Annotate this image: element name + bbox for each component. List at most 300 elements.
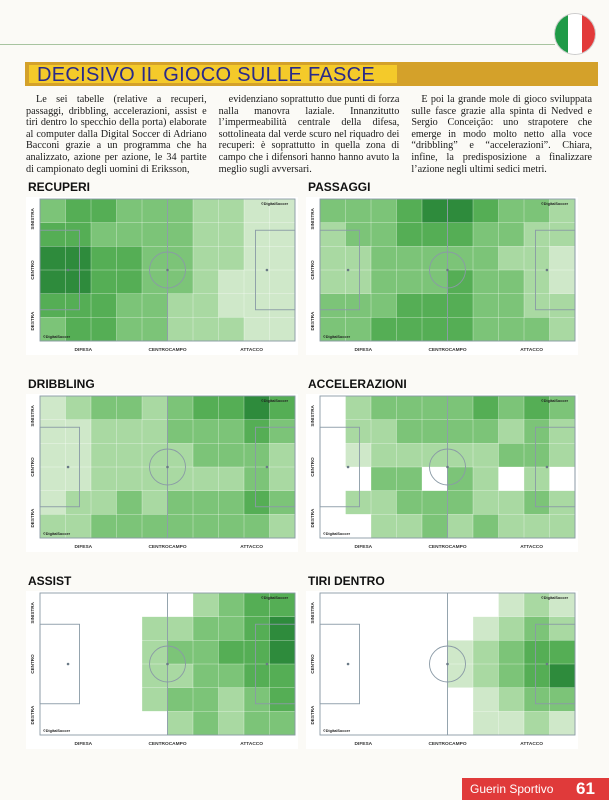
heatmap-cell <box>219 246 245 270</box>
heatmap-cell <box>499 711 525 735</box>
heatmap-cell <box>91 491 117 515</box>
heatmap-cell <box>397 223 423 247</box>
zone-label-attack: ATTACCO <box>240 742 264 747</box>
heatmap-cell <box>346 688 372 712</box>
heatmap-cell <box>448 317 474 341</box>
credit-bottom: ©DigitalSoccer <box>43 729 71 733</box>
heatmap-cell <box>142 593 168 617</box>
heatmap-cell <box>473 199 499 223</box>
heatmap-cell <box>66 396 92 420</box>
zone-label-attack: ATTACCO <box>520 348 544 353</box>
heatmap-cell <box>219 664 245 688</box>
heatmap-cell <box>550 467 576 491</box>
heatmap-cell <box>117 688 143 712</box>
credit-bottom: ©DigitalSoccer <box>323 335 351 339</box>
heatmap-cell <box>422 467 448 491</box>
heatmap-cell <box>66 246 92 270</box>
heatmap-cell <box>91 420 117 444</box>
heatmap-cell <box>193 491 219 515</box>
heatmap-cell <box>193 317 219 341</box>
heatmap-cell <box>499 246 525 270</box>
heatmap-cell <box>168 396 194 420</box>
heatmap-cell <box>168 514 194 538</box>
heatmap-cell <box>320 420 346 444</box>
zone-label-defense: DIFESA <box>74 545 93 550</box>
heatmap-cell <box>142 223 168 247</box>
heatmap-cell <box>448 199 474 223</box>
heatmap-cell <box>193 420 219 444</box>
center-spot <box>166 663 169 666</box>
heatmap-cell <box>550 640 576 664</box>
heatmap-cell <box>142 443 168 467</box>
heatmap-cell <box>219 640 245 664</box>
heatmap-cell <box>422 420 448 444</box>
heatmap-cell <box>499 640 525 664</box>
heatmap-cell <box>117 514 143 538</box>
heatmap-cell <box>219 491 245 515</box>
heatmap-cell <box>422 246 448 270</box>
heatmap-cell <box>219 514 245 538</box>
heatmap-cell <box>473 593 499 617</box>
pitch-heatmap-dribbling <box>26 394 298 552</box>
heatmap-cell <box>270 317 296 341</box>
heatmap-cell <box>371 420 397 444</box>
center-spot <box>166 269 169 272</box>
heatmap-cell <box>473 491 499 515</box>
heatmap-cell <box>499 199 525 223</box>
article-column-1: Le sei tabelle (relative a recuperi, passaggi, dribbling, accelerazioni, assist e tiri dentro lo specchio della porta) elaborate al computer dalla Digital Soccer di Adriano Bacconi grazie a un programma che ha analizzato, azione per azione, le 34 partite di campionato degli uomini di Eriksson, <box>26 94 207 175</box>
right-penalty-spot <box>546 663 549 666</box>
heatmap-cell <box>66 420 92 444</box>
heatmap-cell <box>346 491 372 515</box>
heatmap-cell <box>397 664 423 688</box>
side-label-center: CENTRO <box>310 654 315 674</box>
heatmap-cell <box>371 317 397 341</box>
heatmap-cell <box>168 443 194 467</box>
right-penalty-spot <box>266 663 269 666</box>
side-label-center: CENTRO <box>30 654 35 674</box>
heatmap-cell <box>448 420 474 444</box>
heatmap-cell <box>117 317 143 341</box>
heatmap-cell <box>66 443 92 467</box>
heatmap-cell <box>524 664 550 688</box>
heatmap-cell <box>142 199 168 223</box>
heatmap-cell <box>142 246 168 270</box>
heatmap-cell <box>193 199 219 223</box>
heatmap-cell <box>117 199 143 223</box>
heatmap-cell <box>40 491 66 515</box>
heatmap-cell <box>270 294 296 318</box>
heatmap-cell <box>524 617 550 641</box>
heatmap-cell <box>524 270 550 294</box>
heatmap-cell <box>219 317 245 341</box>
zone-label-midfield: CENTROCAMPO <box>428 348 467 353</box>
heatmap-cell <box>473 396 499 420</box>
heatmap-cell <box>422 294 448 318</box>
heatmap-cell <box>193 467 219 491</box>
credit-top: ©DigitalSoccer <box>541 399 569 403</box>
heatmap-cell <box>270 711 296 735</box>
zone-label-midfield: CENTROCAMPO <box>428 545 467 550</box>
heatmap-cell <box>142 491 168 515</box>
heatmap-cell <box>499 294 525 318</box>
heatmap-cell <box>397 443 423 467</box>
zone-label-midfield: CENTROCAMPO <box>148 348 187 353</box>
heatmap-cell <box>320 688 346 712</box>
side-label-right: DESTRA <box>310 508 315 528</box>
heatmap-cell <box>91 294 117 318</box>
heatmap-cell <box>473 246 499 270</box>
chart-assist <box>26 574 301 752</box>
heatmap-cell <box>524 420 550 444</box>
heatmap-cell <box>371 246 397 270</box>
heatmap-cell <box>66 294 92 318</box>
heatmap-cell <box>40 640 66 664</box>
heatmap-cell <box>371 270 397 294</box>
heatmap-cell <box>346 443 372 467</box>
heatmap-cell <box>422 396 448 420</box>
heatmap-cell <box>448 246 474 270</box>
heatmap-cell <box>371 491 397 515</box>
heatmap-cell <box>193 294 219 318</box>
heatmap-cell <box>397 396 423 420</box>
heatmap-cell <box>66 593 92 617</box>
heatmap-cell <box>524 688 550 712</box>
top-rule <box>0 44 555 45</box>
heatmap-cell <box>397 294 423 318</box>
zone-label-defense: DIFESA <box>74 348 93 353</box>
chart-dribbling <box>26 377 301 555</box>
side-label-center: CENTRO <box>30 457 35 477</box>
heatmap-cell <box>91 396 117 420</box>
heatmap-cell <box>320 467 346 491</box>
heatmap-cell <box>117 396 143 420</box>
heatmap-cell <box>448 617 474 641</box>
heatmap-cell <box>142 294 168 318</box>
heatmap-cell <box>422 514 448 538</box>
heatmap-cell <box>66 270 92 294</box>
heatmap-cell <box>550 711 576 735</box>
credit-top: ©DigitalSoccer <box>261 202 289 206</box>
credit-top: ©DigitalSoccer <box>541 596 569 600</box>
heatmap-cell <box>473 617 499 641</box>
heatmap-cell <box>550 223 576 247</box>
heatmap-cell <box>168 711 194 735</box>
credit-top: ©DigitalSoccer <box>261 399 289 403</box>
center-spot <box>446 663 449 666</box>
pitch-heatmap-tiri-dentro <box>306 591 578 749</box>
heatmap-cell <box>244 270 270 294</box>
side-label-right: DESTRA <box>310 705 315 725</box>
heatmap-cell <box>142 467 168 491</box>
heatmap-cell <box>193 640 219 664</box>
chart-title: TIRI DENTRO <box>308 574 385 588</box>
heatmap-cell <box>320 223 346 247</box>
heatmap-cell <box>142 640 168 664</box>
heatmap-cell <box>422 617 448 641</box>
heatmap-cell <box>91 514 117 538</box>
heatmap-cell <box>320 617 346 641</box>
heatmap-cell <box>168 294 194 318</box>
heatmap-cell <box>40 420 66 444</box>
chart-passaggi <box>306 180 581 358</box>
heatmap-cell <box>397 593 423 617</box>
heatmap-cell <box>142 514 168 538</box>
heatmap-cell <box>270 514 296 538</box>
heatmap-cell <box>499 420 525 444</box>
heatmap-cell <box>168 640 194 664</box>
heatmap-cell <box>270 491 296 515</box>
heatmap-cell <box>142 317 168 341</box>
heatmap-cell <box>473 294 499 318</box>
heatmap-cell <box>473 640 499 664</box>
heatmap-cell <box>550 270 576 294</box>
heatmap-cell <box>448 294 474 318</box>
side-label-right: DESTRA <box>310 311 315 331</box>
heatmap-cell <box>346 664 372 688</box>
heatmap-cell <box>473 514 499 538</box>
heatmap-cell <box>320 593 346 617</box>
flag-red-stripe <box>582 14 595 54</box>
article-column-3: E poi la grande mole di gioco sviluppata sulle fasce grazie alla spinta di Nedved e Sergio Conceição: uno strapotere che emerge in modo molto netto alla voce “dribbling” e “accelerazioni”. Chiara, infine, la predisposizione a finalizzare l’azione negli ultimi sedici metri. <box>411 94 593 175</box>
heatmap-cell <box>346 270 372 294</box>
heatmap-cell <box>193 593 219 617</box>
heatmap-cell <box>142 711 168 735</box>
heatmap-cell <box>66 617 92 641</box>
heatmap-cell <box>550 317 576 341</box>
heatmap-cell <box>193 688 219 712</box>
heatmap-cell <box>320 294 346 318</box>
heatmap-cell <box>524 246 550 270</box>
chart-title: PASSAGGI <box>308 180 371 194</box>
heatmap-cell <box>40 396 66 420</box>
heatmap-cell <box>448 223 474 247</box>
heatmap-cell <box>473 711 499 735</box>
heatmap-cell <box>499 317 525 341</box>
magazine-name: Guerin Sportivo <box>470 782 554 796</box>
heatmap-cell <box>117 294 143 318</box>
heatmap-cell <box>371 443 397 467</box>
heatmap-cell <box>91 688 117 712</box>
heatmap-cell <box>397 467 423 491</box>
heatmap-cell <box>448 711 474 735</box>
heatmap-cell <box>40 593 66 617</box>
heatmap-cell <box>219 711 245 735</box>
page-number: 61 <box>576 779 595 798</box>
heatmap-cell <box>91 199 117 223</box>
heatmap-cell <box>270 223 296 247</box>
heatmap-cell <box>473 443 499 467</box>
heatmap-cell <box>244 664 270 688</box>
heatmap-cell <box>66 688 92 712</box>
heatmap-cell <box>244 223 270 247</box>
article-body <box>26 94 592 175</box>
zone-label-defense: DIFESA <box>354 742 373 747</box>
heatmap-cell <box>346 294 372 318</box>
heatmap-cell <box>371 664 397 688</box>
heatmap-cell <box>244 317 270 341</box>
left-penalty-spot <box>347 269 350 272</box>
heatmap-cell <box>270 246 296 270</box>
heatmap-cell <box>66 664 92 688</box>
chart-title: ASSIST <box>28 574 72 588</box>
heatmap-cell <box>142 396 168 420</box>
side-label-center: CENTRO <box>30 260 35 280</box>
article-column-2: evidenziano soprattutto due punti di forza nalla manovra laziale. Innanzitutto l’impermeabilità centrale della difesa, sottolineata dal verde scuro nel riquadro dei recuperi: è soprattutto in quella zona di campo che i difensori hanno hanno avuto la meglio sugli avversari. <box>218 94 400 175</box>
zone-label-midfield: CENTROCAMPO <box>148 545 187 550</box>
heatmap-cell <box>91 640 117 664</box>
heatmap-cell <box>320 396 346 420</box>
heatmap-cell <box>550 514 576 538</box>
heatmap-cell <box>244 491 270 515</box>
side-label-left: SINISTRA <box>30 208 35 230</box>
heatmap-cell <box>473 223 499 247</box>
heatmap-cell <box>473 317 499 341</box>
heatmap-cell <box>448 593 474 617</box>
heatmap-cell <box>473 467 499 491</box>
heatmap-cell <box>499 270 525 294</box>
left-penalty-spot <box>347 466 350 469</box>
heatmap-cell <box>524 514 550 538</box>
heatmap-cell <box>397 270 423 294</box>
heatmap-cell <box>219 223 245 247</box>
heatmap-cell <box>346 640 372 664</box>
heatmap-cell <box>193 664 219 688</box>
pitch-heatmap-passaggi <box>306 197 578 355</box>
heatmap-cell <box>346 246 372 270</box>
zone-label-attack: ATTACCO <box>520 545 544 550</box>
side-label-left: SINISTRA <box>30 405 35 427</box>
heatmap-cell <box>499 443 525 467</box>
heatmap-cell <box>40 246 66 270</box>
heatmap-cell <box>91 711 117 735</box>
chart-title: DRIBBLING <box>28 377 95 391</box>
center-spot <box>446 466 449 469</box>
zone-label-attack: ATTACCO <box>520 742 544 747</box>
credit-bottom: ©DigitalSoccer <box>43 335 71 339</box>
side-label-right: DESTRA <box>30 705 35 725</box>
heatmap-cell <box>422 491 448 515</box>
heatmap-cell <box>397 640 423 664</box>
heatmap-cell <box>91 593 117 617</box>
side-label-right: DESTRA <box>30 508 35 528</box>
heatmap-cell <box>66 491 92 515</box>
heatmap-cell <box>524 443 550 467</box>
heatmap-cell <box>193 443 219 467</box>
heatmap-cell <box>117 420 143 444</box>
side-label-center: CENTRO <box>310 260 315 280</box>
heatmap-cell <box>91 246 117 270</box>
side-label-left: SINISTRA <box>310 405 315 427</box>
heatmap-cell <box>448 443 474 467</box>
heatmap-cell <box>40 223 66 247</box>
heatmap-cell <box>371 688 397 712</box>
heatmap-cell <box>117 664 143 688</box>
heatmap-cell <box>219 199 245 223</box>
heatmap-cell <box>371 396 397 420</box>
heatmap-cell <box>244 467 270 491</box>
chart-title: RECUPERI <box>28 180 91 194</box>
credit-bottom: ©DigitalSoccer <box>323 532 351 536</box>
heatmap-cell <box>422 223 448 247</box>
heatmap-cell <box>371 467 397 491</box>
left-penalty-spot <box>67 466 70 469</box>
heatmap-cell <box>219 294 245 318</box>
heatmap-cell <box>66 467 92 491</box>
heatmap-cell <box>320 491 346 515</box>
heatmap-cell <box>168 199 194 223</box>
heatmap-cell <box>193 270 219 294</box>
heatmap-cell <box>91 270 117 294</box>
side-label-center: CENTRO <box>310 457 315 477</box>
left-penalty-spot <box>67 663 70 666</box>
heatmap-cell <box>499 664 525 688</box>
heatmap-cell <box>193 246 219 270</box>
right-penalty-spot <box>546 466 549 469</box>
heatmap-cell <box>91 223 117 247</box>
heatmap-cell <box>193 514 219 538</box>
heatmap-cell <box>91 317 117 341</box>
heatmap-cell <box>371 617 397 641</box>
heatmap-cell <box>422 199 448 223</box>
heatmap-cell <box>524 467 550 491</box>
heatmap-cell <box>448 491 474 515</box>
heatmap-cell <box>219 443 245 467</box>
heatmap-cell <box>117 443 143 467</box>
credit-top: ©DigitalSoccer <box>261 596 289 600</box>
heatmap-cell <box>168 317 194 341</box>
heatmap-cell <box>346 223 372 247</box>
heatmap-cell <box>270 467 296 491</box>
chart-recuperi <box>26 180 301 358</box>
heatmap-cell <box>550 491 576 515</box>
zone-label-defense: DIFESA <box>354 545 373 550</box>
heatmap-cell <box>168 491 194 515</box>
zone-label-midfield: CENTROCAMPO <box>428 742 467 747</box>
heatmap-cell <box>40 294 66 318</box>
zone-label-defense: DIFESA <box>74 742 93 747</box>
heatmap-cell <box>91 443 117 467</box>
heatmap-cell <box>40 270 66 294</box>
heatmap-cell <box>550 294 576 318</box>
heatmap-cell <box>66 640 92 664</box>
heatmap-cell <box>550 664 576 688</box>
right-penalty-spot <box>266 466 269 469</box>
zone-label-attack: ATTACCO <box>240 545 264 550</box>
chart-tiri-dentro <box>306 574 581 752</box>
left-penalty-spot <box>67 269 70 272</box>
heatmap-cell <box>244 711 270 735</box>
center-spot <box>446 269 449 272</box>
chart-accelerazioni <box>306 377 581 555</box>
heatmap-cell <box>346 199 372 223</box>
heatmap-cell <box>499 514 525 538</box>
heatmap-cell <box>422 593 448 617</box>
heatmap-cell <box>397 617 423 641</box>
heatmap-cell <box>371 199 397 223</box>
heatmap-cell <box>422 317 448 341</box>
heatmap-cell <box>40 664 66 688</box>
heatmap-cell <box>346 396 372 420</box>
heatmap-cell <box>473 270 499 294</box>
heatmap-cell <box>397 199 423 223</box>
heatmap-cell <box>371 294 397 318</box>
heatmap-cell <box>320 640 346 664</box>
heatmap-cell <box>117 223 143 247</box>
side-label-left: SINISTRA <box>310 602 315 624</box>
side-label-right: DESTRA <box>30 311 35 331</box>
heatmap-cell <box>244 443 270 467</box>
